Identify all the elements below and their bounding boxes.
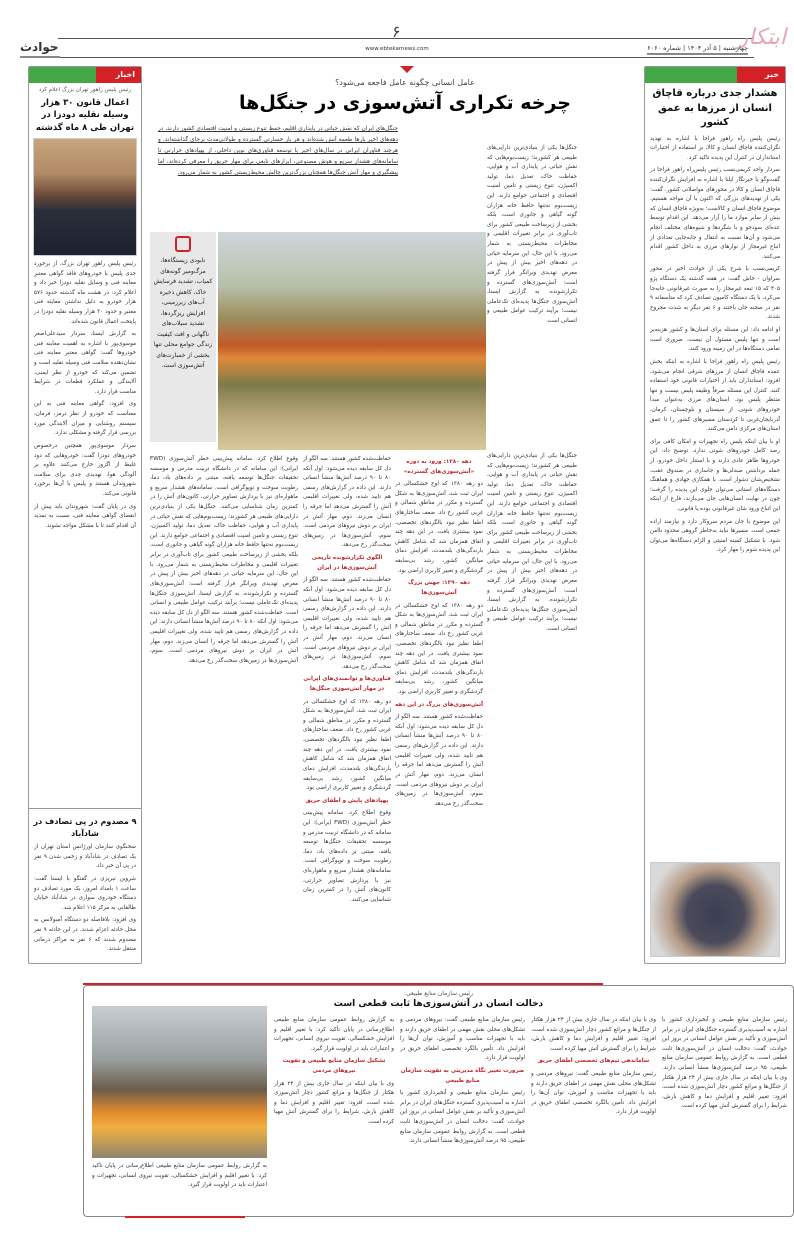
paragraph: کریمی‌نسب با شرح یکی از حوادث اخیر در محور سراوان - خاش گفت: در هفته گذشته یک دستگاه پژو ۴۰۵ که ۱۵ تبعه غیرمجاز را به صورت غیرقانونی جابه‌جا می‌کرد، با یک دستگاه کامیون تصادف کرد که متأسفانه ۹ نفر در صحنه جان باختند و ۶ نفر دیگر به شدت مجروح شدند. — [650, 266, 781, 321]
red-arrow-marker — [400, 66, 414, 73]
tag-bar — [645, 67, 737, 83]
bottom-article-box — [83, 985, 794, 1217]
bottom-column-3 — [400, 1016, 525, 1212]
paragraph: این موضوع با جان مردم سروکار دارد و نیازمند اراده جمعی است. مسیرها نباید به‌خاطر گروهی محدود ناامن شود. با تشکیل کمیته امنیتی و الزام دستگاه‌ها می‌توان این پدیده شوم را مهار کرد. — [650, 518, 780, 554]
paragraph: او ادامه داد: این مسئله برای استان‌ها و کشور هزینه‌بر است و تنها پلیس مسئول آن نیست. ضروری است تمامی دستگاه‌ها در این زمینه ورود کنند. — [650, 327, 780, 353]
column-text: وی با بیان اینکه در سال جاری بیش از ۲۴ هزار هکتار از جنگل‌ها و مراتع کشور دچار آتش‌سوزی شده است، افزود: تغییر اقلیم و افزایش دما و کاهش بارش، شرایط را برای گسترش آتش مهیا کرده است. — [274, 1080, 394, 1126]
main-column-right — [487, 144, 577, 444]
left-box-kicker: رئیس پلیس راهور تهران بزرگ اعلام کرد — [38, 87, 132, 93]
paragraph: او با بیان اینکه پلیس راه تجهیزات و امکان کافی برای رصد کامل خودروهای شوتی ندارد، توضیح داد: این خودروها ظاهر عادی دارند و با استتار داخل خودرو، از جمله برداشتن صندلی‌ها و جاسازی در صندوق عقب، تشخیص‌شان دشوار است. با همکاری جهادی و هماهنگ دستگاه‌های استانی می‌توان جلوی این پدیده را گرفت؛ چون در نهایت انسان‌هایی جان می‌بازند، فارغ از اینکه این اتباع ورود شان غیرقانونی بوده یا قانونی. — [650, 438, 780, 513]
news-item-shadabad — [29, 808, 141, 960]
right-news-box — [644, 66, 786, 964]
shadabad-title: ۹ مصدوم در پی تصادف در شادآباد — [33, 816, 137, 838]
main-column-4 — [150, 455, 298, 962]
right-box-body — [645, 133, 785, 838]
column-text: حفاظت‌شده کشور هستند. سه الگو از دل کل سابقه دیده می‌شود: اول آنکه ۸۰ تا ۹۰ درصد آتش‌ها منشأ انسانی دارند. این داده در گزارش‌های رسمی هم تایید شده، ولی تغییرات اقلیمی آتش را گسترش می‌دهد اما جرقه را انسان می‌زند. دوم، مهار آتش در ایران بر دوش نیروهای مردمی است. سوم، آتش‌سوزی‌ها در زمین‌های سخت‌گذر رخ می‌دهد. — [303, 577, 391, 670]
pull-quote-text: نابودی زیستگاه‌ها، مرگ‌ومیر گونه‌های کمیاب، تشدید فرسایش خاک، کاهش ذخیره آب‌های زیرزمینی، افزایش ریزگردها، تشدید سیلاب‌های ناگهانی و افت کیفیت زندگی جوامع محلی تنها بخشی از خسارت‌های آتش‌سوزی است. — [153, 257, 213, 369]
subhead: ساماندهی تیم‌های تخصصی اطفای حریق — [537, 1058, 650, 1065]
paragraph: وی افزود: گواهی معاینه فنی به این معناست که خودرو از نظر ترمز، فرمان، سیستم روشنایی و میزان آلایندگی مورد بررسی قرار گرفته و مشکلی ندارد. — [34, 401, 136, 437]
column-text: رئیس سازمان منابع طبیعی گفت: نیروهای مردمی و تشکل‌های محلی نقش مهمی در اطفای حریق دارند و باید با تجهیزات مناسب و آموزش، توان آن‌ها را افزایش داد. تأمین بالگرد تخصصی اطفای حریق در اولویت قرار دارد. — [400, 1017, 525, 1062]
header-rule-bottom — [58, 57, 754, 58]
tag-label: خبر — [737, 67, 785, 83]
tag-bar — [29, 67, 96, 83]
column-text: وی با بیان اینکه در سال جاری بیش از ۲۴ هزار هکتار از جنگل‌ها و مراتع کشور دچار آتش‌سوزی شده است، افزود: تغییر اقلیم و افزایش دما و کاهش بارش، شرایط را برای گسترش آتش مهیا کرده است. — [531, 1017, 656, 1052]
column-text: رئیس سازمان منابع طبیعی گفت: نیروهای مردمی و تشکل‌های محلی نقش مهمی در اطفای حریق دارند و باید با تجهیزات مناسب و آموزش، توان آن‌ها را افزایش داد. تأمین بالگرد تخصصی اطفای حریق در اولویت قرار دارد. — [531, 1071, 656, 1116]
smuggling-car-photo — [650, 862, 780, 957]
shadabad-body — [29, 841, 141, 960]
column-text: به گزارش روابط عمومی سازمان منابع طبیعی اطلاع‌رسانی در پایان تأکید کرد: با تغییر اقلیم و افزایش خشکسالی، تقویت نیروی انسانی، تجهیزات و اعتبارات باید در اولویت قرار گیرد. — [274, 1017, 394, 1052]
subhead: دهه ۱۳۹۰: جهش بزرگ آتش‌سوزی‌ها — [407, 580, 471, 596]
column-text: دو رهه ۱۳۸۰ که اوج خشکسالی در ایران ثبت شد، آتش‌سوزی‌ها به شکل گسترده و مکرر در مناطق شمالی و غربی کشور رخ داد. ضعف ساختارهای اطفا نظیر نبود بالگردهای تخصصی، نمود بیشتری یافت. در این دهه چند اتفاق همزمان شد که شامل کاهش بارندگی‌های بلندمدت، افزایش دمای میانگین کشور، رشد بی‌سابقه گردشگری و تغییر کاربری اراضی بود. — [303, 698, 391, 792]
column-text: جنگل‌ها یکی از بنیادی‌ترین دارایی‌های طبیعی هر کشورند؛ زیست‌بوم‌هایی که نقش حیاتی در پایداری آب و هوایی، حفاظت خاک، تعدیل دما، تولید اکسیژن، تنوع زیستی و تامین امنیت اقتصادی و اجتماعی جوامع دارند. این زیست‌بوم نه‌تنها حافظ خانه هزاران گونه گیاهی و جانوری است، بلکه بخشی از زیرساخت طبیعی کشور برای تاب‌آوری در برابر تغییرات اقلیمی و مخاطرات محیط‌زیستی به شمار می‌رود. با این حال، این سرمایه حیاتی در دهه‌های اخیر بیش از پیش در معرض تهدیدی ویرانگر قرار گرفته است: آتش‌سوزی‌های گسترده و تکرارشونده. به گزارش ایسنا، آتش‌سوزی جنگل‌ها پدیده‌ای تک‌عاملی نیست؛ برآیند ترکیب عوامل طبیعی و انسانی است. — [150, 504, 298, 616]
newspaper-logo: ابتکار — [737, 25, 786, 50]
paragraph: شروین تبریزی در گفتگو با ایسنا گفت: ساعت ۱ بامداد امروز، یک مورد تصادف دو دستگاه خودروی سواری در شادآباد خیابان طالقانی به مرکز ۱۱۵ اعلام شد. — [34, 875, 136, 911]
column-text: دو رهه ۱۳۸۰ که اوج خشکسالی در ایران ثبت شد، آتش‌سوزی‌ها به شکل گسترده و مکرر در مناطق شمالی و غربی کشور رخ داد. ضعف ساختارهای اطفا نظیر نبود بالگردهای تخصصی، نمود بیشتری یافت. در این دهه چند اتفاق همزمان شد که شامل کاهش بارندگی‌های بلندمدت، افزایش دمای میانگین کشور، رشد بی‌سابقه گردشگری و تغییر کاربری اراضی بود. — [395, 602, 483, 696]
news-tag — [645, 67, 785, 83]
column-text: حفاظت‌شده کشور هستند. سه الگو از دل کل سابقه دیده می‌شود: اول آنکه ۸۰ تا ۹۰ درصد آتش‌ها منشأ انسانی دارند. این داده در گزارش‌های رسمی هم تایید شده، ولی تغییرات اقلیمی آتش را گسترش می‌دهد اما جرقه را انسان می‌زند. دوم، مهار آتش در ایران بر دوش نیروهای مردمی است. سوم، آتش‌سوزی‌ها در زمین‌های سخت‌گذر رخ می‌دهد. — [303, 456, 391, 549]
dateline: چهارشنبه | ۵ آذر ۱۴۰۴ | شماره ۶۰۶۰ — [647, 44, 748, 55]
column-text: وی با بیان اینکه در سال جاری بیش از ۲۴ هزار هکتار از جنگل‌ها و مراتع کشور دچار آتش‌سوزی شده است، افزود: تغییر اقلیم و افزایش دما و کاهش بارش، شرایط را برای گسترش آتش مهیا کرده است. — [662, 1074, 787, 1110]
subhead: پهپادهای پایش و اطفای حریق — [305, 797, 389, 804]
main-kicker: عامل انسانی چگونه عامل فاجعه می‌شود؟ — [335, 78, 475, 87]
paragraph: رئیس پلیس راه‌ راهور فراجا با اشاره به تهدید نگران‌کننده قاچاق انسان و کالا، بر استفاده از اختیارات استانداران در کنترل این پدیده تاکید کرد. — [650, 135, 780, 161]
pull-quote — [150, 232, 216, 442]
column-text: جنگل‌ها یکی از بنیادی‌ترین دارایی‌های طبیعی هر کشورند؛ زیست‌بوم‌هایی که نقش حیاتی در پایداری آب و هوایی، حفاظت خاک، تعدیل دما، تولید اکسیژن، تنوع زیستی و تامین امنیت اقتصادی و اجتماعی جوامع دارند. این زیست‌بوم نه‌تنها حافظ خانه هزاران گونه گیاهی و جانوری است، بلکه بخشی از زیرساخت طبیعی کشور برای تاب‌آوری در برابر تغییرات اقلیمی و مخاطرات محیط‌زیستی به شمار می‌رود. با این حال، این سرمایه حیاتی در دهه‌های اخیر بیش از پیش در معرض تهدیدی ویرانگر قرار گرفته است: آتش‌سوزی‌های گسترده و تکرارشونده. به گزارش ایسنا، آتش‌سوزی جنگل‌ها پدیده‌ای تک‌عاملی نیست؛ برآیند ترکیب عوامل طبیعی و انسانی است. — [487, 145, 577, 324]
column-text: دو رهه ۱۳۸۰ که اوج خشکسالی در ایران ثبت شد، آتش‌سوزی‌ها به شکل گسترده و مکرر در مناطق شمالی و غربی کشور رخ داد. ضعف ساختارهای اطفا نظیر نبود بالگردهای تخصصی، نمود بیشتری یافت. در این دهه چند اتفاق همزمان شد که شامل کاهش بارندگی‌های بلندمدت، افزایش دمای میانگین کشور، رشد بی‌سابقه گردشگری و تغییر کاربری اراضی بود. — [395, 481, 483, 574]
column-text: به گزارش روابط عمومی سازمان منابع طبیعی اطلاع‌رسانی در پایان تأکید کرد: با تغییر اقلیم و افزایش خشکسالی، تقویت نیروی انسانی، تجهیزات و اعتبارات باید در اولویت قرار گیرد. — [92, 1163, 267, 1189]
main-column-3 — [303, 455, 391, 962]
subhead: ضرورت تغییر نگاه مدیریتی به تقویت سازمان منابع طبیعی — [400, 1068, 525, 1084]
website-url: www.ebtekarnews.com — [365, 46, 429, 52]
bottom-red-rule-foot — [125, 1216, 245, 1218]
bottom-column-1 — [662, 1016, 787, 1212]
subhead: آتش‌سوزی‌های بزرگ در این دهه — [395, 701, 483, 708]
tag-label: اخبار — [96, 67, 141, 83]
bottom-column-2 — [531, 1016, 656, 1212]
paragraph: سردار موسوی‌پور همچنین درخصوص خودروهای دودزا گفت: خودروهایی که دود غلیظ از اگزوز خارج می‌کنند علاوه بر آلودگی هوا، تهدیدی جدی برای سلامت شهروندان هستند و پلیس با آن‌ها برخورد قانونی می‌کند. — [34, 442, 136, 497]
column-text: حفاظت‌شده کشور هستند. سه الگو از دل کل سابقه دیده می‌شود: اول آنکه ۸۰ تا ۹۰ درصد آتش‌ها منشأ انسانی دارند. این داده در گزارش‌های رسمی هم تایید شده، ولی تغییرات اقلیمی آتش را گسترش می‌دهد اما جرقه را انسان می‌زند. دوم، مهار آتش در ایران بر دوش نیروهای مردمی است. سوم، آتش‌سوزی‌ها در زمین‌های سخت‌گذر رخ می‌دهد. — [395, 714, 483, 807]
paragraph: سخنگوی سازمان اورژانس استان تهران از یک تصادف در شادآباد و زخمی شدن ۹ نفر در پی آن خبر داد. — [34, 844, 136, 870]
paragraph: به گزارش ایسنا، سردار سیدعلی‌اصغر موسوی‌پور با اشاره به اهمیت معاینه فنی خودروها گفت: گواهی معتبر معاینه فنی نشان‌دهنده سلامت فنی وسیله نقلیه است و تضمین می‌کند که خودرو از نظر ایمنی، آلایندگی و عملکرد قطعات در شرایط مناسب قرار دارد. — [34, 331, 136, 395]
paragraph: رئیس پلیس راه راهور فراجا با اشاره به اینکه بخش عمده قاچاق انسان از مرزهای شرقی انجام می‌شود، افزود: استانداران باید از اختیارات قانونی خود استفاده کنند. کنترل این مسئله صرفاً وظیفه پلیس نیست و تنها منتظر پلیس بود. استان‌های مرزی به‌عنوان مبدأ خودروهای شوتی، از سیستان و بلوچستان، کرمان، آذربایجان‌غربی تا کردستان مسیرهای کشور را تا عمق استان‌های مرکزی دامن می‌کنند. — [650, 358, 780, 433]
police-chief-photo — [33, 138, 137, 256]
column-text: رئیس سازمان منابع طبیعی و آبخیزداری کشور با اشاره به آسیب‌پذیری گسترده جنگل‌های ایران در برابر آتش‌سوزی و تأکید بر نقش عوامل انسانی در بروز این حوادث، گفت: دخالت انسان در آتش‌سوزی‌ها ثابت قطعی است. به گزارش روابط عمومی سازمان منابع طبیعی، ۹۵ درصد آتش‌سوزی‌ها منشأ انسانی دارند. — [400, 1090, 525, 1145]
paragraph: سردار واحد کریمی‌نسب رئیس پلیس‌راه راهور فراجا در گفت‌وگو با خبرنگار ایلنا با اشاره به افزایش نگران‌کننده قاچاق انسان و کالا در محورهای مواصلاتی کشور، گفت: یکی از تهدیدهای بزرگی که اکنون با آن مواجه هستیم، موضوع قاچاق انسان و کالاست؛ به‌ویژه قاچاق انسان که بیش از سایر موارد ما را آزار می‌دهد. این اقدام توسط عده‌ای سودجو و با شگردها و شیوه‌های مختلف انجام می‌شود و آن‌ها نسبت به انتقال و جابه‌جایی تعدادی از اتباع غیرمجاز از نوارهای مرزی به داخل کشور اقدام می‌کنند. — [650, 167, 780, 260]
section-title: حوادث — [20, 40, 60, 58]
burning-trees-photo — [92, 1006, 267, 1158]
subhead: تشکیل سازمان منابع طبیعی و تقویت نیروهای مردمی — [282, 1058, 386, 1075]
subhead: الگوی تکرارشونده تاریخی آتش‌سوزی‌ها در ایران — [311, 555, 383, 571]
column-text: جنگل‌ها یکی از بنیادی‌ترین دارایی‌های طبیعی هر کشورند؛ زیست‌بوم‌هایی که نقش حیاتی در پایداری آب و هوایی، حفاظت خاک، تعدیل دما، تولید اکسیژن، تنوع زیستی و تامین امنیت اقتصادی و اجتماعی جوامع دارند. این زیست‌بوم نه‌تنها حافظ خانه هزاران گونه گیاهی و جانوری است، بلکه بخشی از زیرساخت طبیعی کشور برای تاب‌آوری در برابر تغییرات اقلیمی و مخاطرات محیط‌زیستی به شمار می‌رود. با این حال، این سرمایه حیاتی در دهه‌های اخیر بیش از پیش در معرض تهدیدی ویرانگر قرار گرفته است: آتش‌سوزی‌های گسترده و تکرارشونده. به گزارش ایسنا، آتش‌سوزی جنگل‌ها پدیده‌ای تک‌عاملی نیست؛ برآیند ترکیب عوامل طبیعی و انسانی است. — [487, 453, 577, 632]
column-text: وقوع اطلاع کرد. سامانه پیش‌بینی خطر آتش‌سوزی (FWD ایرانی): این سامانه که در دانشگاه تربیت مدرس و موسسه تحقیقات جنگل‌ها توسعه یافته، مبتنی بر داده‌های باد، دما، رطوبت سوخت و توپوگرافی است. سامانه‌های هشدار سریع و ماهواره‌ای نیز با پردازش تصاویر حرارتی، کانون‌های آتش را در کمترین زمان شناسایی می‌کنند. — [303, 810, 391, 903]
main-column-2 — [395, 455, 483, 962]
column-text: وقوع اطلاع کرد. سامانه پیش‌بینی خطر آتش‌سوزی (FWD ایرانی): این سامانه که در دانشگاه تربیت مدرس و موسسه تحقیقات جنگل‌ها توسعه یافته، مبتنی بر داده‌های باد، دما، رطوبت سوخت و توپوگرافی است. سامانه‌های هشدار سریع و ماهواره‌ای نیز با پردازش تصاویر حرارتی، کانون‌های آتش را در کمترین زمان شناسایی می‌کنند. — [150, 456, 298, 511]
bottom-headline: دخالت انسان در آتش‌سوزی‌ها ثابت قطعی است — [333, 999, 544, 1009]
bottom-column-4 — [274, 1016, 394, 1212]
bottom-kicker: رئیس سازمان منابع طبیعی: — [404, 990, 473, 997]
forest-fire-photo — [218, 232, 486, 450]
column-text: رئیس سازمان منابع طبیعی و آبخیزداری کشور با اشاره به آسیب‌پذیری گسترده جنگل‌های ایران در برابر آتش‌سوزی و تأکید بر نقش عوامل انسانی در بروز این حوادث، گفت: دخالت انسان در آتش‌سوزی‌ها ثابت قطعی است. به گزارش روابط عمومی سازمان منابع طبیعی، ۹۵ درصد آتش‌سوزی‌ها منشأ انسانی دارند. — [662, 1017, 787, 1072]
paragraph: وی در پایان گفت: شهروندان باید پیش از انقضای گواهی معاینه فنی، نسبت به تمدید آن اقدام کنند تا با مشکل مواجه نشوند. — [34, 503, 136, 529]
main-headline: چرخه تکراری آتش‌سوزی در جنگل‌ها — [239, 92, 571, 114]
column-text: حفاظت‌شده کشور هستند. سه الگو از دل کل سابقه دیده می‌شود: اول آنکه ۸۰ تا ۹۰ درصد آتش‌ها منشأ انسانی دارند. این داده در گزارش‌های رسمی هم تایید شده، ولی تغییرات اقلیمی آتش را گسترش می‌دهد اما جرقه را انسان می‌زند. دوم، مهار آتش در ایران بر دوش نیروهای مردمی است. سوم، آتش‌سوزی‌ها در زمین‌های سخت‌گذر رخ می‌دهد. — [150, 609, 298, 664]
page-number: ۶ — [392, 22, 401, 41]
main-column-1 — [487, 452, 577, 962]
main-lead: جنگل‌های ایران که نقش حیاتی در پایداری اقلیم، حفظ تنوع زیستی و امنیت اقتصادی کشور دارند، در دهه‌های اخیر بارها طعمه آتش شده‌اند و هر بار خسارتی گسترده و طولانی‌مدت برجای گذاشته‌اند. و هرچند فناوران ایرانی در سال‌های اخیر با توسعه فناوری‌های نوین داخلی، از پهپادهای حرارتی تا سامانه‌های هشدار سریع و هوش مصنوعی، ابزارهای نابغی برای مهار حریق را معرفی کرده‌اند، اما پیشگیری و مهار آتش جنگل‌ها همچنان بزرگ‌ترین چالش محیط‌زیستی کشور به شمار می‌رود. — [158, 126, 398, 176]
subhead: دهه ۱۳۸۰: ورود به دوره «آتش‌سوزی‌های گسترده» — [403, 459, 475, 475]
header-rule-top — [58, 38, 754, 39]
right-box-title: هشدار جدی درباره قاچاق انسان از مرزها به عمق کشور — [652, 88, 778, 128]
paragraph: وی افزود: بلافاصله دو دستگاه آمبولانس به محل حادثه اعزام شدند. در این حادثه ۹ نفر مصدوم شدند که ۶ نفر به مراکز درمانی منتقل شدند. — [34, 917, 136, 953]
paragraph: رئیس پلیس راهور تهران بزرگ، از برخورد جدی پلیس با خودروهای فاقد گواهی معتبر معاینه فنی و وسایل نقلیه دودزا خبر داد و اعلام کرد: در هشت ماه گذشته حدود ۵۷۶ هزار خودرو به دلیل نداشتن معاینه فنی معتبر و حدود ۳۰ هزار وسیله نقلیه دودزا در پایتخت اعمال قانون شده‌اند. — [34, 260, 136, 325]
news-tag — [29, 67, 141, 83]
left-box-body — [29, 258, 141, 808]
subhead: فناوری‌ها و توانمندی‌های ایرانی در مهار آتش‌سوزی جنگل‌ها — [303, 676, 391, 693]
left-box-title: اعمال قانون ۳۰ هزار وسیله نقلیه دودزا در تهران طی ۸ ماه گذشته — [35, 98, 135, 133]
bottom-caption — [92, 1162, 267, 1212]
quote-icon — [175, 236, 191, 252]
left-news-box — [28, 66, 142, 964]
